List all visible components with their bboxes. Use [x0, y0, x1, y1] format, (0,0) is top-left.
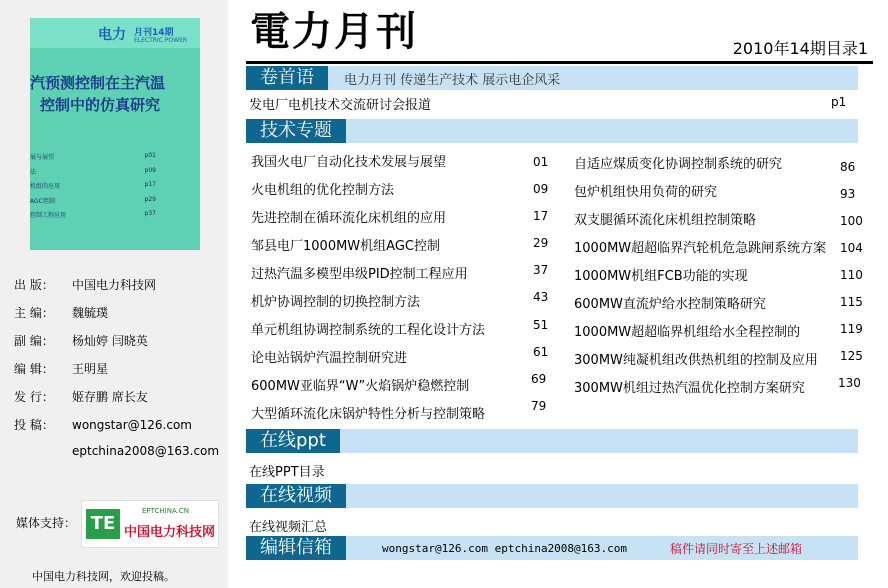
toc-link[interactable]: 自适应煤质变化协调控制系统的研究 — [574, 157, 783, 172]
section-bar-video — [246, 484, 858, 508]
section-bar-ppt — [246, 429, 858, 453]
toc-page: 86 — [840, 160, 856, 174]
logo-url: EPTCHINA.CN — [142, 507, 189, 515]
cover-subtitle: ELECTRIC POWER — [134, 37, 188, 44]
meta-deputy-editor: 副 编： 杨灿婷 闫晓英 — [14, 334, 148, 348]
toc-link[interactable]: 1000MW超超临界汽轮机危急跳闸系统方案 — [574, 241, 827, 256]
cover-image[interactable] — [30, 18, 200, 250]
header-rule — [246, 61, 873, 64]
toc-page: p1 — [831, 95, 847, 109]
section-bar-preface — [246, 66, 858, 90]
toc-page: 61 — [533, 345, 549, 359]
section-tag-tech: 技术专题 — [246, 119, 346, 143]
submission-email-1[interactable]: wongstar@126.com — [72, 418, 192, 432]
submission-email-2[interactable]: eptchina2008@163.com — [72, 444, 220, 458]
cover-toc — [30, 152, 200, 225]
section-tag-video: 在线视频 — [246, 484, 346, 508]
meta-editor: 编 辑： 王明星 — [14, 362, 109, 376]
toc-page: 115 — [840, 295, 863, 309]
section-tag-ppt: 在线ppt — [246, 429, 340, 453]
toc-page: 29 — [533, 236, 549, 250]
toc-link[interactable]: 过热汽温多模型串级PID控制工程应用 — [251, 267, 468, 282]
toc-link-video[interactable]: 在线视频汇总 — [249, 520, 328, 535]
toc-page: 100 — [840, 214, 863, 228]
toc-link[interactable]: 先进控制在循环流化床机组的应用 — [251, 211, 447, 226]
toc-link[interactable]: 双支腿循环流化床机组控制策略 — [574, 213, 757, 228]
toc-link[interactable]: 论电站锅炉汽温控制研究进 — [251, 351, 408, 366]
meta-publisher: 出 版： 中国电力科技网 — [14, 278, 157, 292]
issue-number: 2010年14期目录1 — [732, 39, 868, 58]
toc-link[interactable]: 包炉机组快用负荷的研究 — [574, 185, 718, 200]
cover-headline-1: 汽预测控制在主汽温 — [30, 74, 166, 92]
cover-brand: 电力 — [98, 27, 126, 43]
toc-page: 104 — [840, 241, 863, 255]
sidebar — [0, 0, 228, 588]
toc-page: 119 — [840, 322, 863, 336]
cover-toc-row: 法 p09 — [30, 166, 156, 176]
cover-headline-2: 控制中的仿真研究 — [40, 96, 161, 114]
magazine-title: 電力月刊 — [250, 9, 418, 55]
meta-distribution: 发 行： 姬存鹏 席长友 — [14, 390, 148, 404]
toc-page: 37 — [533, 263, 549, 277]
logo-name: 中国电力科技网 — [124, 525, 216, 540]
cover-toc-row: 机组的应用 p17 — [30, 181, 156, 190]
section-bar-mailbox — [246, 536, 858, 560]
toc-link[interactable]: 机炉协调控制的切换控制方法 — [251, 295, 421, 310]
toc-link[interactable]: 300MW纯凝机组改供热机组的控制及应用 — [574, 353, 818, 368]
toc-page: 09 — [533, 182, 549, 196]
toc-page: 93 — [840, 187, 856, 201]
toc-page: 69 — [531, 372, 547, 386]
toc-link[interactable]: 邹县电厂1000MW机组AGC控制 — [251, 239, 440, 254]
toc-page: 51 — [533, 318, 549, 332]
toc-page: 110 — [840, 268, 863, 282]
toc-link[interactable]: 我国火电厂自动化技术发展与展望 — [251, 155, 447, 170]
cover-toc-row: 展与展望 p01 — [30, 152, 156, 161]
media-support-label: 媒体支持： — [16, 516, 77, 530]
cover-toc-row: AGC控制 p29 — [30, 195, 156, 205]
eptchina-logo[interactable] — [81, 500, 219, 548]
toc-link[interactable]: 火电机组的优化控制方法 — [251, 183, 395, 198]
mailbox-notice: 稿件请同时寄至上述邮箱 — [670, 542, 803, 556]
meta-editor-in-chief: 主 编： 魏毓璞 — [14, 306, 109, 320]
toc-link[interactable]: 600MW直流炉给水控制策略研究 — [574, 297, 766, 312]
section-tag-mailbox: 编辑信箱 — [246, 536, 346, 560]
meta-submission: 投 稿： wongstar@126.com — [14, 418, 192, 432]
toc-page: 125 — [840, 349, 863, 363]
toc-link[interactable]: 600MW亚临界“W”火焰锅炉稳燃控制 — [251, 379, 470, 394]
sidebar-footer: 中国电力科技网，欢迎投稿。 — [32, 570, 175, 583]
preface-tagline: 电力月刊 传递生产技术 展示电企风采 — [344, 73, 561, 88]
toc-link[interactable]: 1000MW超超临界机组给水全程控制的 — [574, 325, 801, 340]
toc-link[interactable]: 300MW机组过热汽温优化控制方案研究 — [574, 381, 805, 396]
toc-link-ppt[interactable]: 在线PPT目录 — [249, 465, 325, 480]
toc-link-preface[interactable]: 发电厂电机技术交流研讨会报道 — [249, 98, 432, 113]
toc-link[interactable]: 1000MW机组FCB功能的实现 — [574, 269, 748, 284]
toc-link[interactable]: 大型循环流化床锅炉特性分析与控制策略 — [251, 407, 486, 422]
toc-page: 01 — [533, 155, 549, 169]
mailbox-emails[interactable]: wongstar@126.com eptchina2008@163.com — [382, 542, 628, 555]
toc-page: 43 — [533, 290, 549, 304]
section-tag-preface: 卷首语 — [246, 66, 328, 90]
toc-page: 130 — [838, 376, 861, 390]
te-logo-icon: TE — [86, 509, 120, 539]
section-bar-tech — [246, 119, 858, 143]
meta-submission-2 — [14, 444, 219, 458]
toc-page: 79 — [531, 399, 547, 413]
cover-toc-row: 控制工程应用 p37 — [30, 210, 156, 219]
cover-issue: 月刊14期 — [134, 28, 174, 38]
toc-page: 17 — [533, 209, 549, 223]
toc-link[interactable]: 单元机组协调控制系统的工程化设计方法 — [251, 323, 486, 338]
